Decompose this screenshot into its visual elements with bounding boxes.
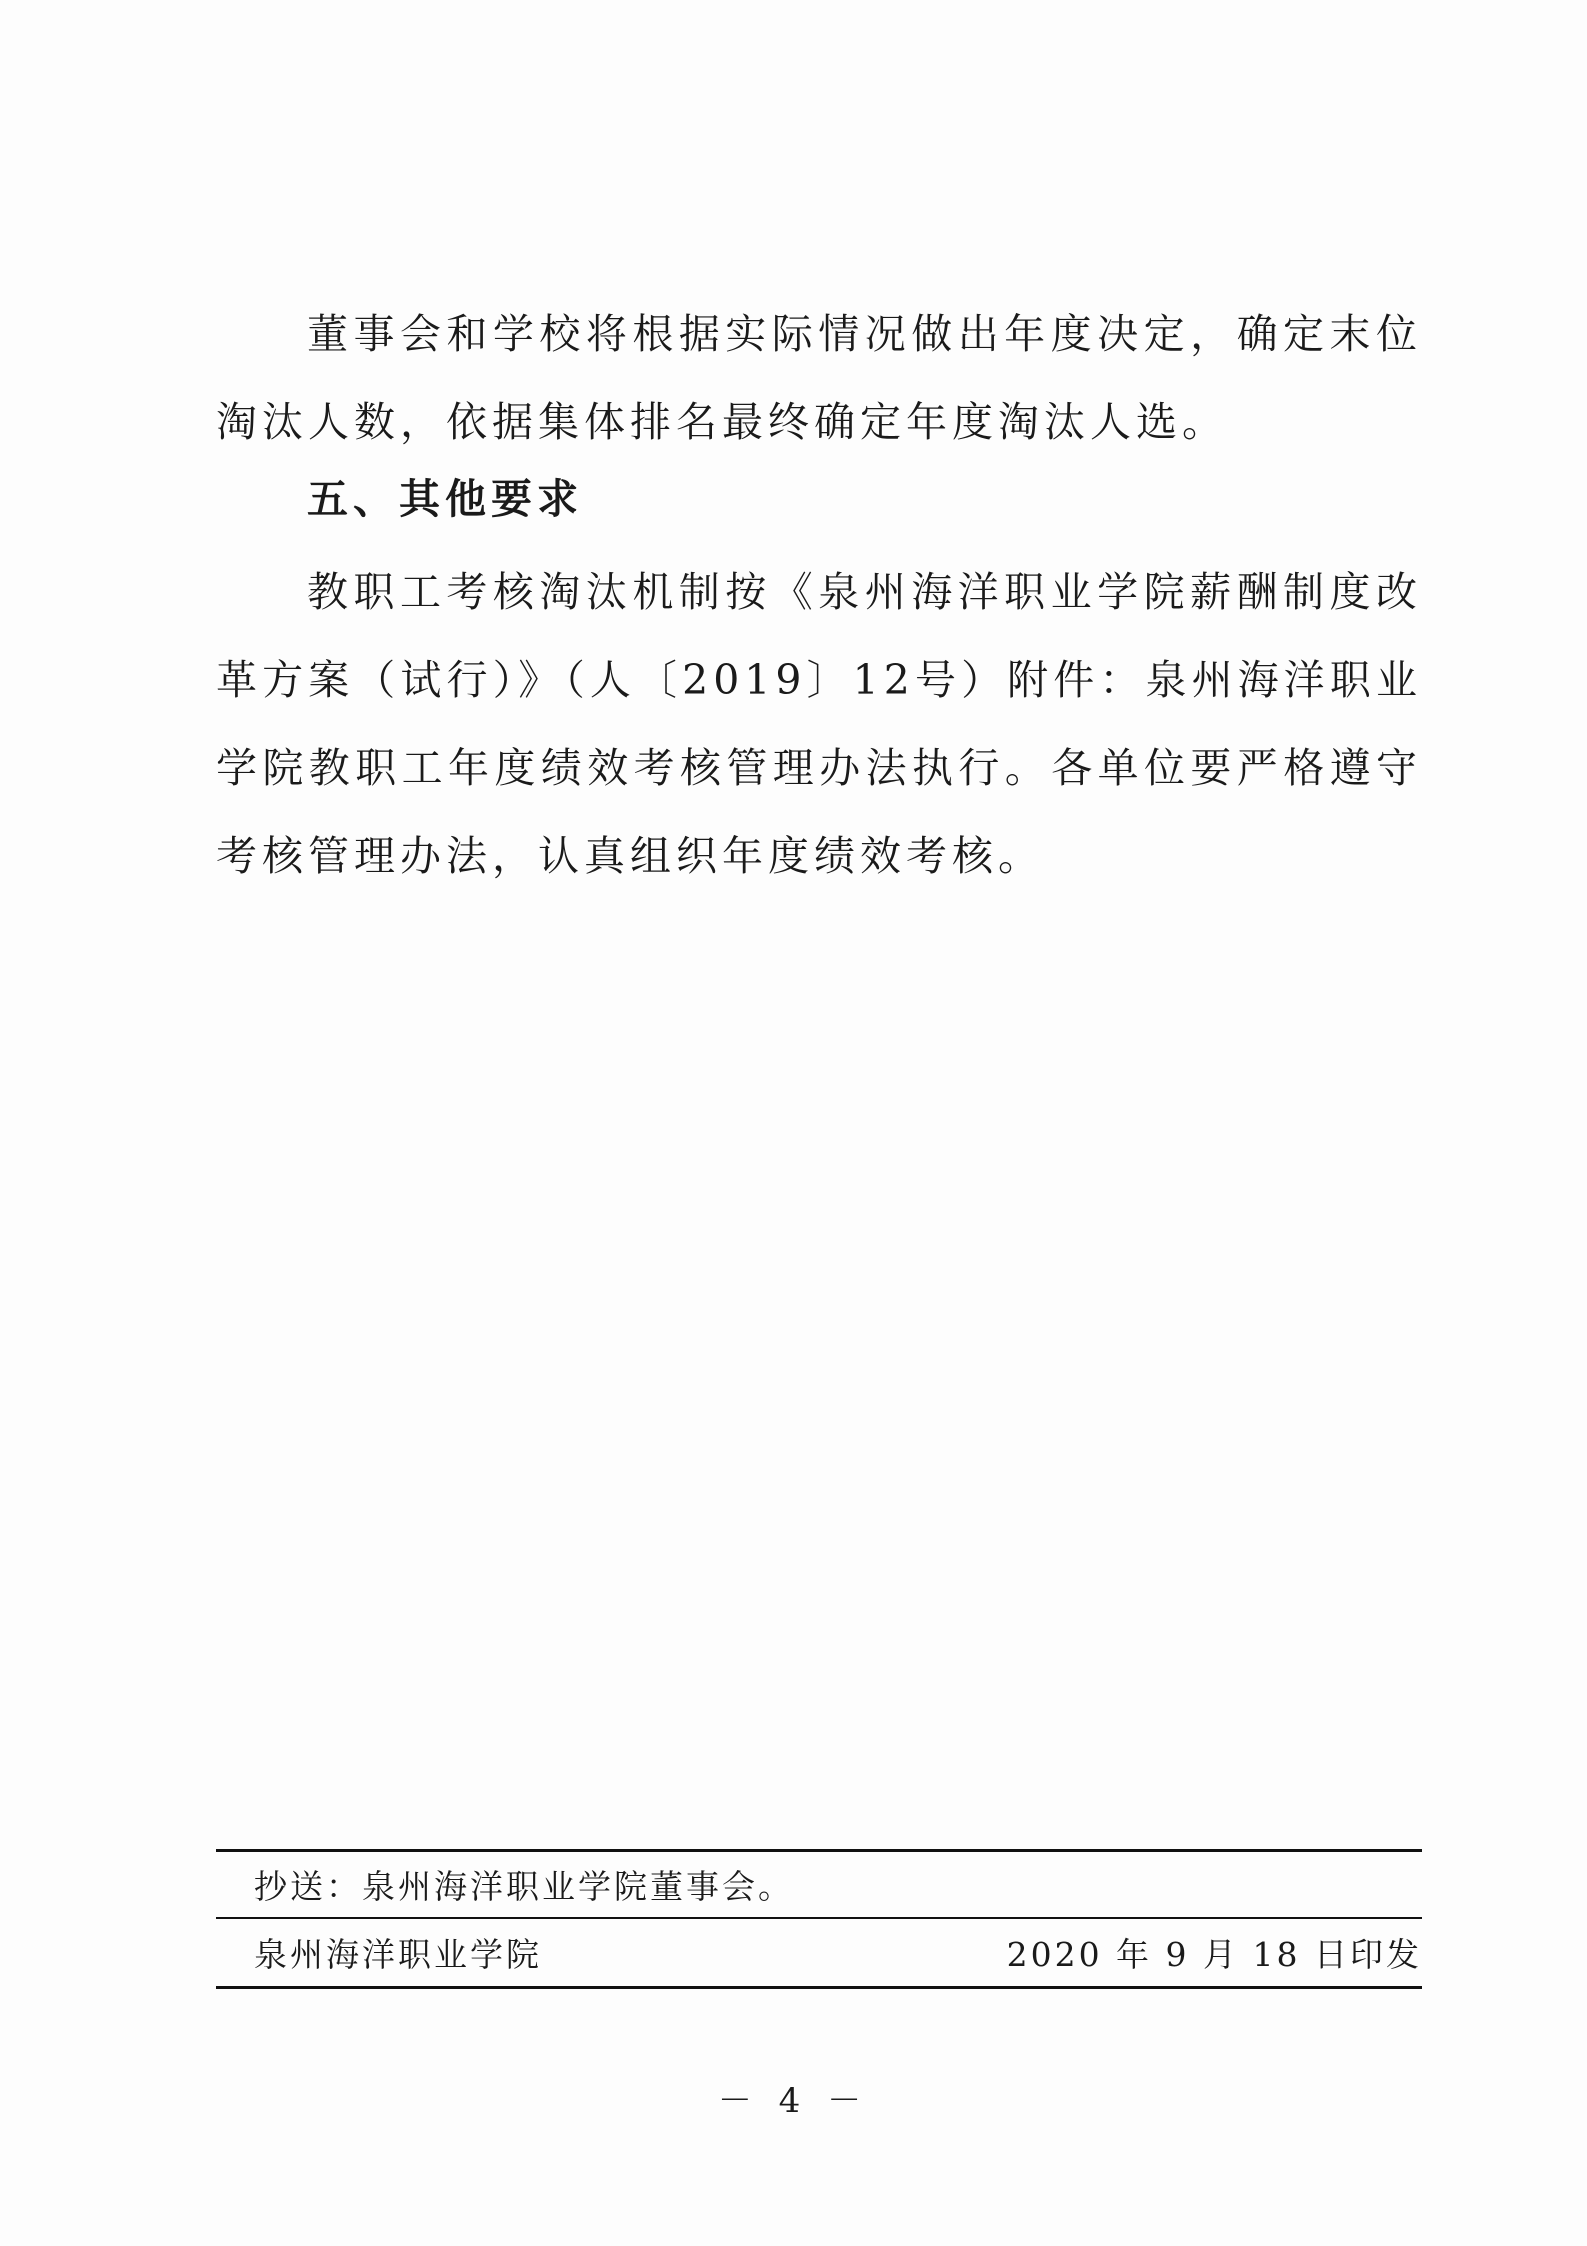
section-heading-other-requirements: 五、其他要求 <box>307 475 583 523</box>
body-paragraph-elimination-decision: 董事会和学校将根据实际情况做出年度决定，确定末位淘汰人数，依据集体排名最终确定年度淘汰人选。 <box>216 310 1422 446</box>
footer-top-rule <box>216 1849 1422 1852</box>
footer-bottom-rule <box>216 1986 1422 1989</box>
footer-middle-rule <box>216 1917 1422 1919</box>
cc-recipients: 抄送：泉州海洋职业学院董事会。 <box>254 1867 794 1906</box>
body-paragraph-other-requirements: 教职工考核淘汰机制按《泉州海洋职业学院薪酬制度改革方案（试行）》（人〔2019〕12号）附件：泉州海洋职业学院教职工年度绩效考核管理办法执行。各单位要严格遵守考核管理办法，认真组织年度绩效考核。 <box>216 568 1422 880</box>
page-number: － 4 － <box>717 2081 870 2121</box>
issuing-organization: 泉州海洋职业学院 <box>254 1935 542 1974</box>
issue-date: 2020 年 9 月 18 日印发 <box>1006 1935 1422 1974</box>
